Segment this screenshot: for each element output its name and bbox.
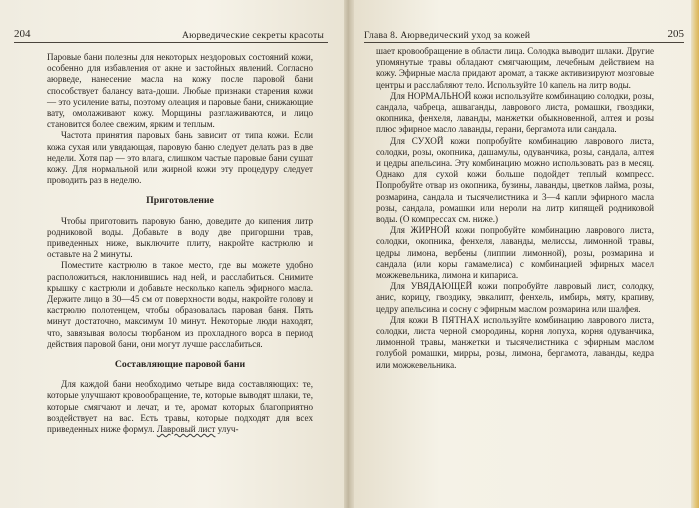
paragraph xyxy=(47,379,313,435)
paragraph: Частота принятия паровых бань зависит от типа кожи. Если кожа сухая или увядающая, паровую баню следует делать раз в две недели. Хотя пар — это влага, слишком частые паровые бани сушат кожу. Для нормальной или жирной кожи эту процедуру следует проводить раз в неделю. xyxy=(47,130,313,186)
paragraph: Для НОРМАЛЬНОЙ кожи используйте комбинацию солодки, розы, сандала, чабреца, ашваганды, лаврового листа, ромашки, гвоздики, окопника, фенхеля, лаванды, манжетки обыкновенной, алтея и розы плюс эфирное масло лаванды, герани, бергамота или сандала. xyxy=(376,90,654,135)
underlined-phrase: Лавровый лист xyxy=(156,424,216,435)
right-page-header xyxy=(364,27,684,43)
header-rule xyxy=(14,42,328,43)
paragraph: Для УВЯДАЮЩЕЙ кожи попробуйте лавровый лист, солодку, анис, корицу, гвоздику, эвкалипт, фенхель, имбирь, мяту, крапиву, цедру апельсина и сосну с эфирным маслом розмарина или шалфея. xyxy=(376,281,654,314)
paragraph: Для ЖИРНОЙ кожи попробуйте комбинацию лаврового листа, солодки, окопника, фенхеля, лаванды, мелиссы, лимонной травы, цедры лимона, вербены (липпии лимонной), розы, розмарина и сандала (или коры гамамелиса) с комбинацией эфирных масел можжевельника, лимона и кипариса. xyxy=(376,225,654,281)
page-number: 204 xyxy=(14,28,31,40)
running-head: Глава 8. Аюрведический уход за кожей xyxy=(364,30,531,41)
paragraph: Для СУХОЙ кожи попробуйте комбинацию лаврового листа, солодки, розы, окопника, дашамулы, одуванчика, розы, сандала, алтея и цедры апельсина. Эту комбинацию можно использовать раз в месяц. Однако для сухой кожи больше подойдет теплый компресс. Попробуйте отвар из окопника, бузины, лаванды, цветков лайма, розы, розмарина, сандала и тысячелистника и 3—4 капли эфирного масла розы, сандала, ромашки или нероли на литр кипящей родниковой воды. (О компрессах см. ниже.) xyxy=(376,135,654,225)
running-head: Аюрведические секреты красоты xyxy=(181,30,324,41)
section-heading: Составляющие паровой бани xyxy=(114,359,246,371)
paragraph: шает кровообращение в области лица. Солодка выводит шлаки. Другие упомянутые травы обладают смягчающим, лечебным действием на кожу. Эфирные масла придают аромат, а также активизируют мозговые центры и расслабляют тело. Используйте 10 капель на литр воды. xyxy=(376,46,654,90)
left-page-body xyxy=(47,52,313,435)
paragraph: Поместите кастрюлю в такое место, где вы можете удобно расположиться, наклонившись над ней, и расслабиться. Снимите крышку с кастрюли и добавьте несколько капель эфирного масла. Держите лицо в 30—45 см от поверхности воды, накройте голову и кастрюлю полотенцем, чтобы образовалась паровая баня. Пять минут достаточно, максимум 10 минут. Некоторые люди находят, что, завязывая волосы тюрбаном из прохладного ворса в период действия паровой бани, они могут лучше расслабиться. xyxy=(47,260,313,349)
page-number: 205 xyxy=(667,28,684,40)
right-page xyxy=(354,0,699,508)
paragraph: Для кожи В ПЯТНАХ используйте комбинацию лаврового листа, солодки, листа черной смородины, корня лопуха, корня одуванчика, лимонной травы, манжетки и тысячелистника с эфирным маслом голубой ромашки, мирры, розы, лимона, бергамота, лаванды, кедра или можжевельника. xyxy=(376,314,654,370)
left-page-header xyxy=(14,27,332,43)
section-heading: Приготовление xyxy=(146,195,214,207)
paragraph: Чтобы приготовить паровую баню, доведите до кипения литр родниковой воды. Добавьте в воду две пригоршни трав, приведенных ниже, выключите плиту, накройте кастрюлю и оставьте на 2 минуты. xyxy=(47,215,313,260)
page-edge xyxy=(691,0,699,508)
header-rule xyxy=(364,42,684,43)
book-gutter xyxy=(344,0,354,508)
right-page-body xyxy=(376,46,654,371)
paragraph-text: улуч- xyxy=(215,424,239,435)
paragraph: Паровые бани полезны для некоторых нездоровых состояний кожи, особенно для избавления от акне и застойных явлений. Согласно аюрведе, нанесение масла на кожу после паровой бани способствует балансу вата-доши. Любые признаки старения кожи — это усиление ваты, поэтому олеация и паровые бани, снижающие вату, омолаживают кожу. Морщины разглаживаются, и лицо становится более свежим, ярким и теплым. xyxy=(47,52,313,130)
paragraph-text: Для каждой бани необходимо четыре вида составляющих: те, которые улучшают кровообращение, те, которые выводят шлаки, те, которые смягчают и лечат, и те, аромат которых благоприятно воздействует на вас. Есть травы, которые подходят для всех приведенных ниже формул. xyxy=(47,379,313,435)
left-page xyxy=(0,0,344,508)
